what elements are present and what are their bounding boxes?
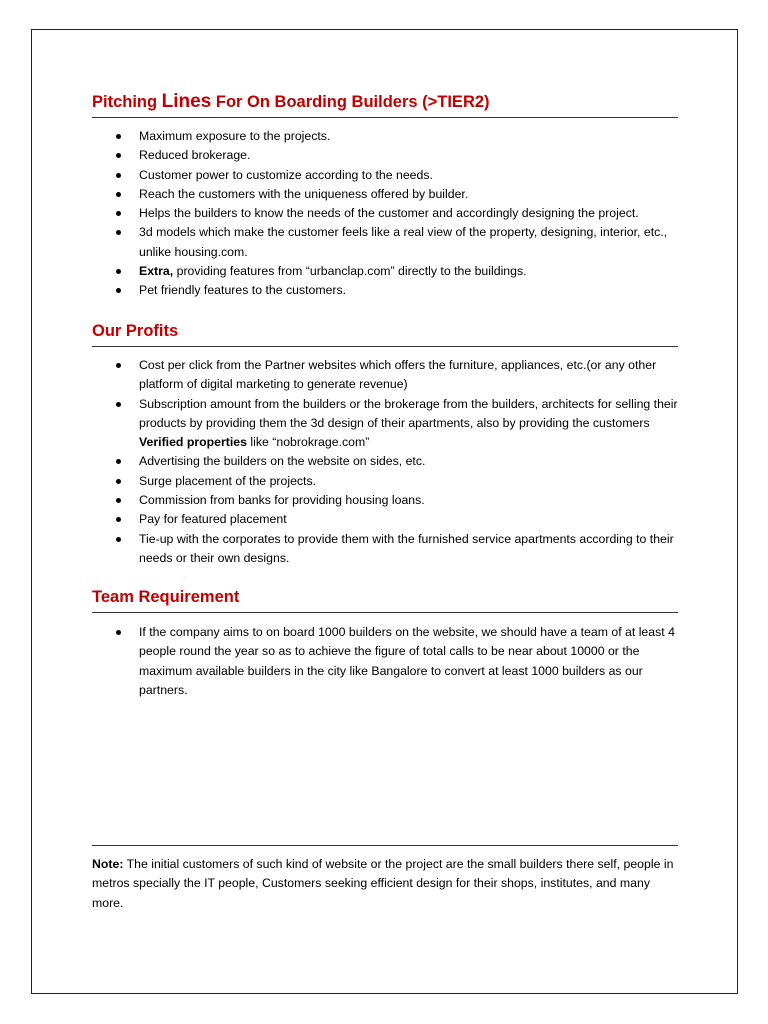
list-item xyxy=(92,262,678,281)
list-item: Customer power to customize according to the needs. xyxy=(92,166,678,185)
list-item: Tie-up with the corporates to provide them with the furnished service apartments according to their needs or their own designs. xyxy=(92,530,678,569)
list-item: 3d models which make the customer feels like a real view of the property, designing, interior, etc., unlike housing.com. xyxy=(92,223,678,262)
note-text xyxy=(92,855,678,913)
list-item-text: Subscription amount from the builders or the brokerage from the builders, architects for selling their products by providing them the 3d design of their apartments, also by providing the customers xyxy=(139,396,678,430)
list-item: Surge placement of the projects. xyxy=(92,472,678,491)
list-item xyxy=(92,395,678,453)
note-body: The initial customers of such kind of website or the project are the small builders there self, people in metros specially the IT people, Customers seeking efficient design for their shops, institutes, and many more. xyxy=(92,857,674,910)
section-title-team: Team Requirement xyxy=(92,588,240,606)
emphasis-text: Verified properties xyxy=(139,435,247,450)
list-item: Commission from banks for providing housing loans. xyxy=(92,491,678,510)
list-item-text: like “nobrokrage.com” xyxy=(246,435,370,450)
section-team xyxy=(92,586,678,700)
note-section xyxy=(92,845,678,913)
note-divider xyxy=(92,845,678,846)
list-item: Pet friendly features to the customers. xyxy=(92,281,678,300)
note-label: Note: xyxy=(92,857,124,871)
list-item: Advertising the builders on the website on sides, etc. xyxy=(92,452,678,471)
list-item: Helps the builders to know the needs of the customer and accordingly designing the project. xyxy=(92,204,678,223)
team-list xyxy=(92,623,678,700)
section-profits xyxy=(92,320,678,568)
section-divider xyxy=(92,346,678,347)
section-title-pitching: Pitching Lines For On Boarding Builders (>TIER2) xyxy=(92,91,490,112)
list-item: If the company aims to on board 1000 builders on the website, we should have a team of at least 4 people round the year so as to achieve the figure of total calls to be near about 10000 or the maximum available builders in the city like Bangalore to convert at least 1000 builders as our partners. xyxy=(92,623,678,700)
pitching-list xyxy=(92,127,678,301)
section-divider xyxy=(92,612,678,613)
emphasis-text: Extra, xyxy=(139,264,174,279)
list-item: Maximum exposure to the projects. xyxy=(92,127,678,146)
section-title-profits: Our Profits xyxy=(92,322,179,340)
list-item-text: providing features from “urbanclap.com” directly to the buildings. xyxy=(173,264,527,279)
list-item: Reach the customers with the uniqueness offered by builder. xyxy=(92,185,678,204)
list-item: Reduced brokerage. xyxy=(92,146,678,165)
list-item: Cost per click from the Partner websites which offers the furniture, appliances, etc.(or any other platform of digital marketing to generate revenue) xyxy=(92,356,678,395)
section-pitching xyxy=(92,91,678,301)
section-divider xyxy=(92,117,678,118)
profits-list xyxy=(92,356,678,568)
list-item: Pay for featured placement xyxy=(92,510,678,529)
